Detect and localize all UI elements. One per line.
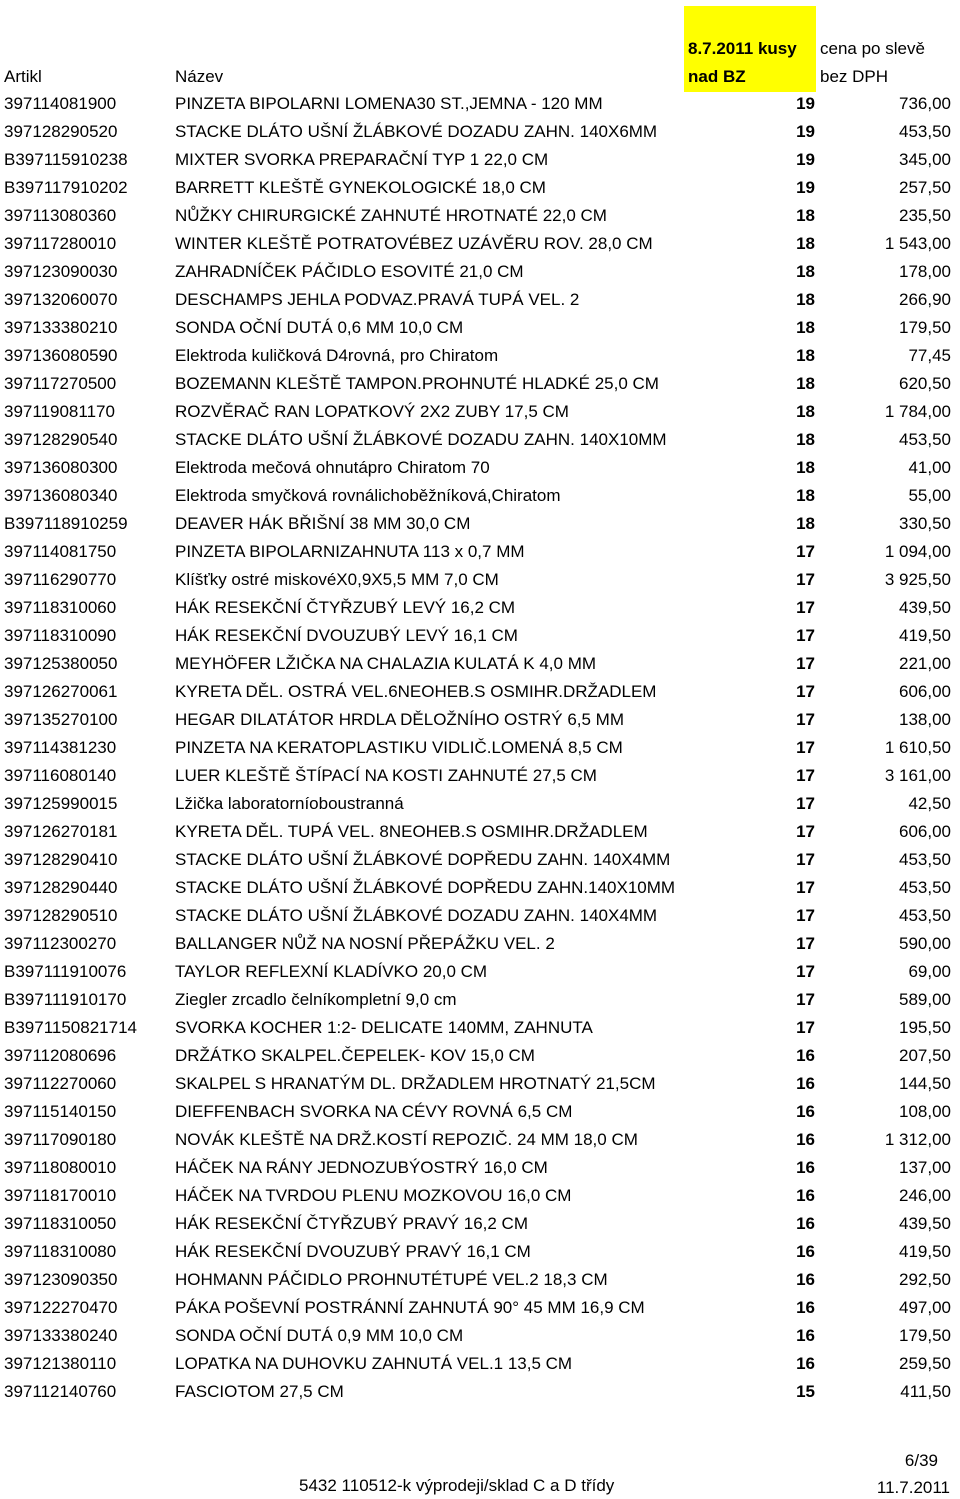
item-code: 397128290510 xyxy=(4,906,118,925)
table-row xyxy=(0,1266,960,1294)
item-name: STACKE DLÁTO UŠNÍ ŽLÁBKOVÉ DOZADU ZAHN. 140X4MM xyxy=(175,906,658,925)
table-row xyxy=(0,1182,960,1210)
item-price: 179,50 xyxy=(899,318,951,337)
item-code: 397119081170 xyxy=(4,402,115,421)
item-price: 292,50 xyxy=(899,1270,951,1289)
table-row xyxy=(0,454,960,482)
item-code: 397118310050 xyxy=(4,1214,117,1233)
item-price: 207,50 xyxy=(899,1046,951,1065)
item-code: 397113080360 xyxy=(4,206,117,225)
item-quantity: 17 xyxy=(796,570,815,589)
item-name: LUER KLEŠTĚ ŠTÍPACÍ NA KOSTI ZAHNUTÉ 27,5 CM xyxy=(175,766,597,785)
item-name: BALLANGER NŮŽ NA NOSNÍ PŘEPÁŽKU VEL. 2 xyxy=(175,934,555,953)
table-row xyxy=(0,762,960,790)
table-row xyxy=(0,650,960,678)
item-code: 397128290540 xyxy=(4,430,118,449)
item-code: 397116290770 xyxy=(4,570,117,589)
item-code: B397117910202 xyxy=(4,178,128,197)
table-row xyxy=(0,706,960,734)
item-price: 144,50 xyxy=(899,1074,951,1093)
item-code: 397132060070 xyxy=(4,290,118,309)
item-quantity: 17 xyxy=(796,822,815,841)
item-name: KYRETA DĚL. OSTRÁ VEL.6NEOHEB.S OSMIHR.DRŽADLEM xyxy=(175,682,657,701)
table-row xyxy=(0,622,960,650)
item-quantity: 17 xyxy=(796,850,815,869)
item-quantity: 18 xyxy=(796,262,815,281)
item-name: HÁK RESEKČNÍ ČTYŘZUBÝ LEVÝ 16,2 CM xyxy=(175,598,516,617)
item-name: Elektroda mečová ohnutápro Chiratom 70 xyxy=(175,458,490,477)
item-price: 606,00 xyxy=(899,822,951,841)
item-price: 453,50 xyxy=(899,430,951,449)
item-name: HÁČEK NA RÁNY JEDNOZUBÝOSTRÝ 16,0 CM xyxy=(175,1158,548,1177)
item-quantity: 18 xyxy=(796,514,815,533)
item-name: SONDA OČNÍ DUTÁ 0,9 MM 10,0 CM xyxy=(175,1326,464,1345)
table-row xyxy=(0,958,960,986)
item-quantity: 17 xyxy=(796,598,815,617)
item-quantity: 16 xyxy=(796,1074,815,1093)
table-row xyxy=(0,790,960,818)
item-price: 589,00 xyxy=(899,990,951,1009)
item-code: 397115140150 xyxy=(4,1102,117,1121)
item-quantity: 17 xyxy=(796,766,815,785)
item-price: 108,00 xyxy=(899,1102,951,1121)
item-name: WINTER KLEŠTĚ POTRATOVÉBEZ UZÁVĚRU ROV. 28,0 CM xyxy=(175,234,653,253)
table-row xyxy=(0,230,960,258)
item-name: ZAHRADNÍČEK PÁČIDLO ESOVITÉ 21,0 CM xyxy=(175,262,524,281)
item-code: 397112140760 xyxy=(4,1382,117,1401)
col-header-artikl: Artikl xyxy=(4,67,42,86)
item-price: 246,00 xyxy=(899,1186,951,1205)
table-row xyxy=(0,818,960,846)
item-quantity: 17 xyxy=(796,794,815,813)
item-name: DIEFFENBACH SVORKA NA CÉVY ROVNÁ 6,5 CM xyxy=(175,1102,573,1121)
table-row xyxy=(0,538,960,566)
item-price: 453,50 xyxy=(899,878,951,897)
item-quantity: 18 xyxy=(796,234,815,253)
item-name: ROZVĚRAČ RAN LOPATKOVÝ 2X2 ZUBY 17,5 CM xyxy=(175,402,569,421)
item-name: SONDA OČNÍ DUTÁ 0,6 MM 10,0 CM xyxy=(175,318,464,337)
item-quantity: 17 xyxy=(796,1018,815,1037)
table-row xyxy=(0,314,960,342)
item-price: 1 312,00 xyxy=(884,1130,951,1149)
item-quantity: 17 xyxy=(796,710,815,729)
item-price: 55,00 xyxy=(908,486,951,505)
item-code: 397133380240 xyxy=(4,1326,118,1345)
item-quantity: 17 xyxy=(796,682,815,701)
table-row xyxy=(0,930,960,958)
item-code: B397115910238 xyxy=(4,150,128,169)
item-price: 1 094,00 xyxy=(884,542,951,561)
item-price: 453,50 xyxy=(899,906,951,925)
item-quantity: 16 xyxy=(796,1326,815,1345)
item-quantity: 16 xyxy=(796,1102,815,1121)
col-header-nazev: Název xyxy=(175,67,224,86)
item-code: 397117270500 xyxy=(4,374,117,393)
item-name: BOZEMANN KLEŠTĚ TAMPON.PROHNUTÉ HLADKÉ 25,0 CM xyxy=(175,374,659,393)
item-price: 266,90 xyxy=(899,290,951,309)
item-code: 397114081750 xyxy=(4,542,117,561)
table-row xyxy=(0,1126,960,1154)
item-name: Klíšťky ostré miskovéX0,9X5,5 MM 7,0 CM xyxy=(175,570,499,589)
item-code: 397112080696 xyxy=(4,1046,117,1065)
item-code: 397126270061 xyxy=(4,682,118,701)
item-quantity: 16 xyxy=(796,1214,815,1233)
table-row xyxy=(0,1098,960,1126)
item-name: PINZETA BIPOLARNI LOMENA30 ST.,JEMNA - 120 MM xyxy=(175,94,603,113)
item-name: DESCHAMPS JEHLA PODVAZ.PRAVÁ TUPÁ VEL. 2 xyxy=(175,290,580,309)
table-row xyxy=(0,146,960,174)
item-price: 736,00 xyxy=(899,94,951,113)
table-row xyxy=(0,1210,960,1238)
item-code: 397125990015 xyxy=(4,794,118,813)
item-price: 411,50 xyxy=(900,1382,951,1401)
item-price: 41,00 xyxy=(908,458,951,477)
item-name: HÁK RESEKČNÍ DVOUZUBÝ LEVÝ 16,1 CM xyxy=(175,626,518,645)
item-quantity: 16 xyxy=(796,1270,815,1289)
item-name: HÁK RESEKČNÍ ČTYŘZUBÝ PRAVÝ 16,2 CM xyxy=(175,1214,528,1233)
item-table xyxy=(0,90,960,1406)
item-name: STACKE DLÁTO UŠNÍ ŽLÁBKOVÉ DOZADU ZAHN. 140X10MM xyxy=(175,430,667,449)
table-row xyxy=(0,986,960,1014)
item-code: 397114381230 xyxy=(4,738,117,757)
col-header-price-line1: cena po slevě xyxy=(820,39,925,58)
item-name: HÁČEK NA TVRDOU PLENU MOZKOVOU 16,0 CM xyxy=(175,1186,572,1205)
table-row xyxy=(0,1238,960,1266)
item-quantity: 19 xyxy=(796,178,815,197)
table-row xyxy=(0,342,960,370)
item-price: 1 610,50 xyxy=(884,738,951,757)
item-code: 397133380210 xyxy=(4,318,118,337)
table-row xyxy=(0,902,960,930)
item-code: 397118080010 xyxy=(4,1158,117,1177)
item-quantity: 17 xyxy=(796,878,815,897)
table-row xyxy=(0,90,960,118)
item-code: B3971150821714 xyxy=(4,1018,137,1037)
item-quantity: 16 xyxy=(796,1242,815,1261)
item-price: 606,00 xyxy=(899,682,951,701)
item-code: 397125380050 xyxy=(4,654,118,673)
table-row xyxy=(0,118,960,146)
item-quantity: 17 xyxy=(796,990,815,1009)
table-row xyxy=(0,846,960,874)
item-name: HEGAR DILATÁTOR HRDLA DĚLOŽNÍHO OSTRÝ 6,5 MM xyxy=(175,710,625,729)
item-price: 221,00 xyxy=(899,654,951,673)
item-price: 1 784,00 xyxy=(884,402,951,421)
item-name: TAYLOR REFLEXNÍ KLADÍVKO 20,0 CM xyxy=(175,962,488,981)
item-code: 397117090180 xyxy=(4,1130,117,1149)
item-quantity: 17 xyxy=(796,962,815,981)
item-code: 397112270060 xyxy=(4,1074,117,1093)
table-row xyxy=(0,1014,960,1042)
item-price: 439,50 xyxy=(899,598,951,617)
item-name: BARRETT KLEŠTĚ GYNEKOLOGICKÉ 18,0 CM xyxy=(175,178,546,197)
item-code: 397128290520 xyxy=(4,122,118,141)
item-price: 419,50 xyxy=(899,1242,951,1261)
item-price: 1 543,00 xyxy=(884,234,951,253)
item-price: 590,00 xyxy=(899,934,951,953)
table-row xyxy=(0,1154,960,1182)
item-price: 497,00 xyxy=(899,1298,951,1317)
item-name: Ziegler zrcadlo čelníkompletní 9,0 cm xyxy=(175,990,457,1009)
item-code: 397118310080 xyxy=(4,1242,117,1261)
item-code: 397128290440 xyxy=(4,878,118,897)
item-code: 397128290410 xyxy=(4,850,118,869)
item-price: 330,50 xyxy=(899,514,951,533)
item-quantity: 18 xyxy=(796,206,815,225)
item-code: 397123090030 xyxy=(4,262,118,281)
table-row xyxy=(0,510,960,538)
item-name: PINZETA NA KERATOPLASTIKU VIDLIČ.LOMENÁ 8,5 CM xyxy=(175,738,623,757)
item-code: B397118910259 xyxy=(4,514,128,533)
table-row xyxy=(0,1350,960,1378)
table-row xyxy=(0,734,960,762)
item-price: 453,50 xyxy=(899,122,951,141)
item-name: DRŽÁTKO SKALPEL.ČEPELEK- KOV 15,0 CM xyxy=(175,1046,535,1065)
item-name: KYRETA DĚL. TUPÁ VEL. 8NEOHEB.S OSMIHR.DRŽADLEM xyxy=(175,822,648,841)
item-code: 397117280010 xyxy=(4,234,117,253)
item-price: 620,50 xyxy=(899,374,951,393)
item-code: 397114081900 xyxy=(4,94,117,113)
item-quantity: 16 xyxy=(796,1158,815,1177)
item-quantity: 18 xyxy=(796,458,815,477)
item-quantity: 18 xyxy=(796,374,815,393)
item-price: 69,00 xyxy=(908,962,951,981)
item-quantity: 17 xyxy=(796,906,815,925)
item-quantity: 17 xyxy=(796,738,815,757)
item-quantity: 16 xyxy=(796,1298,815,1317)
page-number: 6/39 xyxy=(904,1451,938,1470)
table-row xyxy=(0,426,960,454)
item-code: 397118170010 xyxy=(4,1186,117,1205)
table-row xyxy=(0,566,960,594)
item-code: 397136080340 xyxy=(4,486,118,505)
item-code: 397121380110 xyxy=(4,1354,117,1373)
item-quantity: 17 xyxy=(796,654,815,673)
table-row xyxy=(0,398,960,426)
item-price: 345,00 xyxy=(899,150,951,169)
item-name: PINZETA BIPOLARNIZAHNUTA 113 x 0,7 MM xyxy=(175,542,525,561)
footer-date: 11.7.2011 xyxy=(876,1478,950,1497)
item-code: B397111910076 xyxy=(4,962,127,981)
item-quantity: 18 xyxy=(796,430,815,449)
item-name: LOPATKA NA DUHOVKU ZAHNUTÁ VEL.1 13,5 CM xyxy=(175,1354,573,1373)
item-quantity: 16 xyxy=(796,1130,815,1149)
item-quantity: 16 xyxy=(796,1186,815,1205)
table-row xyxy=(0,678,960,706)
item-code: 397116080140 xyxy=(4,766,117,785)
item-name: SVORKA KOCHER 1:2- DELICATE 140MM, ZAHNUTA xyxy=(175,1018,593,1037)
item-code: B397111910170 xyxy=(4,990,127,1009)
item-quantity: 18 xyxy=(796,346,815,365)
item-price: 439,50 xyxy=(899,1214,951,1233)
item-quantity: 17 xyxy=(796,542,815,561)
table-row xyxy=(0,1294,960,1322)
table-row xyxy=(0,1042,960,1070)
item-quantity: 15 xyxy=(796,1382,815,1401)
item-code: 397123090350 xyxy=(4,1270,118,1289)
item-quantity: 17 xyxy=(796,626,815,645)
item-name: NŮŽKY CHIRURGICKÉ ZAHNUTÉ HROTNATÉ 22,0 CM xyxy=(175,206,607,225)
item-name: DEAVER HÁK BŘIŠNÍ 38 MM 30,0 CM xyxy=(175,514,471,533)
item-name: HÁK RESEKČNÍ DVOUZUBÝ PRAVÝ 16,1 CM xyxy=(175,1242,531,1261)
item-price: 235,50 xyxy=(899,206,951,225)
table-row xyxy=(0,482,960,510)
table-row xyxy=(0,1070,960,1098)
item-quantity: 18 xyxy=(796,318,815,337)
footer-file-name: 5432 110512-k výprodeji/sklad C a D třídy xyxy=(299,1476,615,1495)
table-row xyxy=(0,174,960,202)
item-code: 397135270100 xyxy=(4,710,118,729)
item-code: 397122270470 xyxy=(4,1298,118,1317)
item-price: 179,50 xyxy=(899,1326,951,1345)
item-name: STACKE DLÁTO UŠNÍ ŽLÁBKOVÉ DOPŘEDU ZAHN.140X10MM xyxy=(175,878,676,897)
item-name: Lžička laboratorníoboustranná xyxy=(175,794,404,813)
item-price: 453,50 xyxy=(899,850,951,869)
table-row xyxy=(0,594,960,622)
item-quantity: 16 xyxy=(796,1354,815,1373)
table-row xyxy=(0,1378,960,1406)
item-name: STACKE DLÁTO UŠNÍ ŽLÁBKOVÉ DOPŘEDU ZAHN. 140X4MM xyxy=(175,850,671,869)
item-code: 397112300270 xyxy=(4,934,117,953)
item-quantity: 17 xyxy=(796,934,815,953)
table-row xyxy=(0,370,960,398)
item-price: 3 161,00 xyxy=(884,766,951,785)
table-row xyxy=(0,874,960,902)
item-name: FASCIOTOM 27,5 CM xyxy=(175,1382,344,1401)
item-price: 137,00 xyxy=(899,1158,951,1177)
item-name: Elektroda kuličková D4rovná, pro Chiratom xyxy=(175,346,499,365)
table-row xyxy=(0,258,960,286)
item-price: 259,50 xyxy=(899,1354,951,1373)
item-price: 3 925,50 xyxy=(884,570,951,589)
table-row xyxy=(0,202,960,230)
item-price: 257,50 xyxy=(899,178,951,197)
item-price: 42,50 xyxy=(908,794,951,813)
table-row xyxy=(0,1322,960,1350)
col-header-price-line2: bez DPH xyxy=(820,67,889,86)
col-header-qty-line1: 8.7.2011 kusy xyxy=(688,39,797,58)
item-price: 195,50 xyxy=(899,1018,951,1037)
item-quantity: 19 xyxy=(796,94,815,113)
item-price: 77,45 xyxy=(908,346,951,365)
item-name: Elektroda smyčková rovnálichoběžníková,Chiratom xyxy=(175,486,561,505)
col-header-qty-line2: nad BZ xyxy=(688,67,746,86)
item-code: 397136080590 xyxy=(4,346,118,365)
item-price: 178,00 xyxy=(899,262,951,281)
item-quantity: 18 xyxy=(796,290,815,309)
item-name: STACKE DLÁTO UŠNÍ ŽLÁBKOVÉ DOZADU ZAHN. 140X6MM xyxy=(175,122,658,141)
item-name: SKALPEL S HRANATÝM DL. DRŽADLEM HROTNATÝ 21,5CM xyxy=(175,1074,656,1093)
item-code: 397126270181 xyxy=(4,822,118,841)
item-quantity: 19 xyxy=(796,122,815,141)
item-quantity: 18 xyxy=(796,402,815,421)
item-quantity: 16 xyxy=(796,1046,815,1065)
item-code: 397118310060 xyxy=(4,598,117,617)
item-name: MIXTER SVORKA PREPARAČNÍ TYP 1 22,0 CM xyxy=(175,150,549,169)
item-price: 419,50 xyxy=(899,626,951,645)
item-quantity: 19 xyxy=(796,150,815,169)
item-name: MEYHÖFER LŽIČKA NA CHALAZIA KULATÁ K 4,0 MM xyxy=(175,654,597,673)
item-name: HOHMANN PÁČIDLO PROHNUTÉTUPÉ VEL.2 18,3 CM xyxy=(175,1270,608,1289)
item-price: 138,00 xyxy=(899,710,951,729)
item-code: 397136080300 xyxy=(4,458,118,477)
item-code: 397118310090 xyxy=(4,626,117,645)
item-name: NOVÁK KLEŠTĚ NA DRŽ.KOSTÍ REPOZIČ. 24 MM 18,0 CM xyxy=(175,1130,638,1149)
item-quantity: 18 xyxy=(796,486,815,505)
item-name: PÁKA POŠEVNÍ POSTRÁNNÍ ZAHNUTÁ 90° 45 MM 16,9 CM xyxy=(175,1298,645,1317)
table-row xyxy=(0,286,960,314)
